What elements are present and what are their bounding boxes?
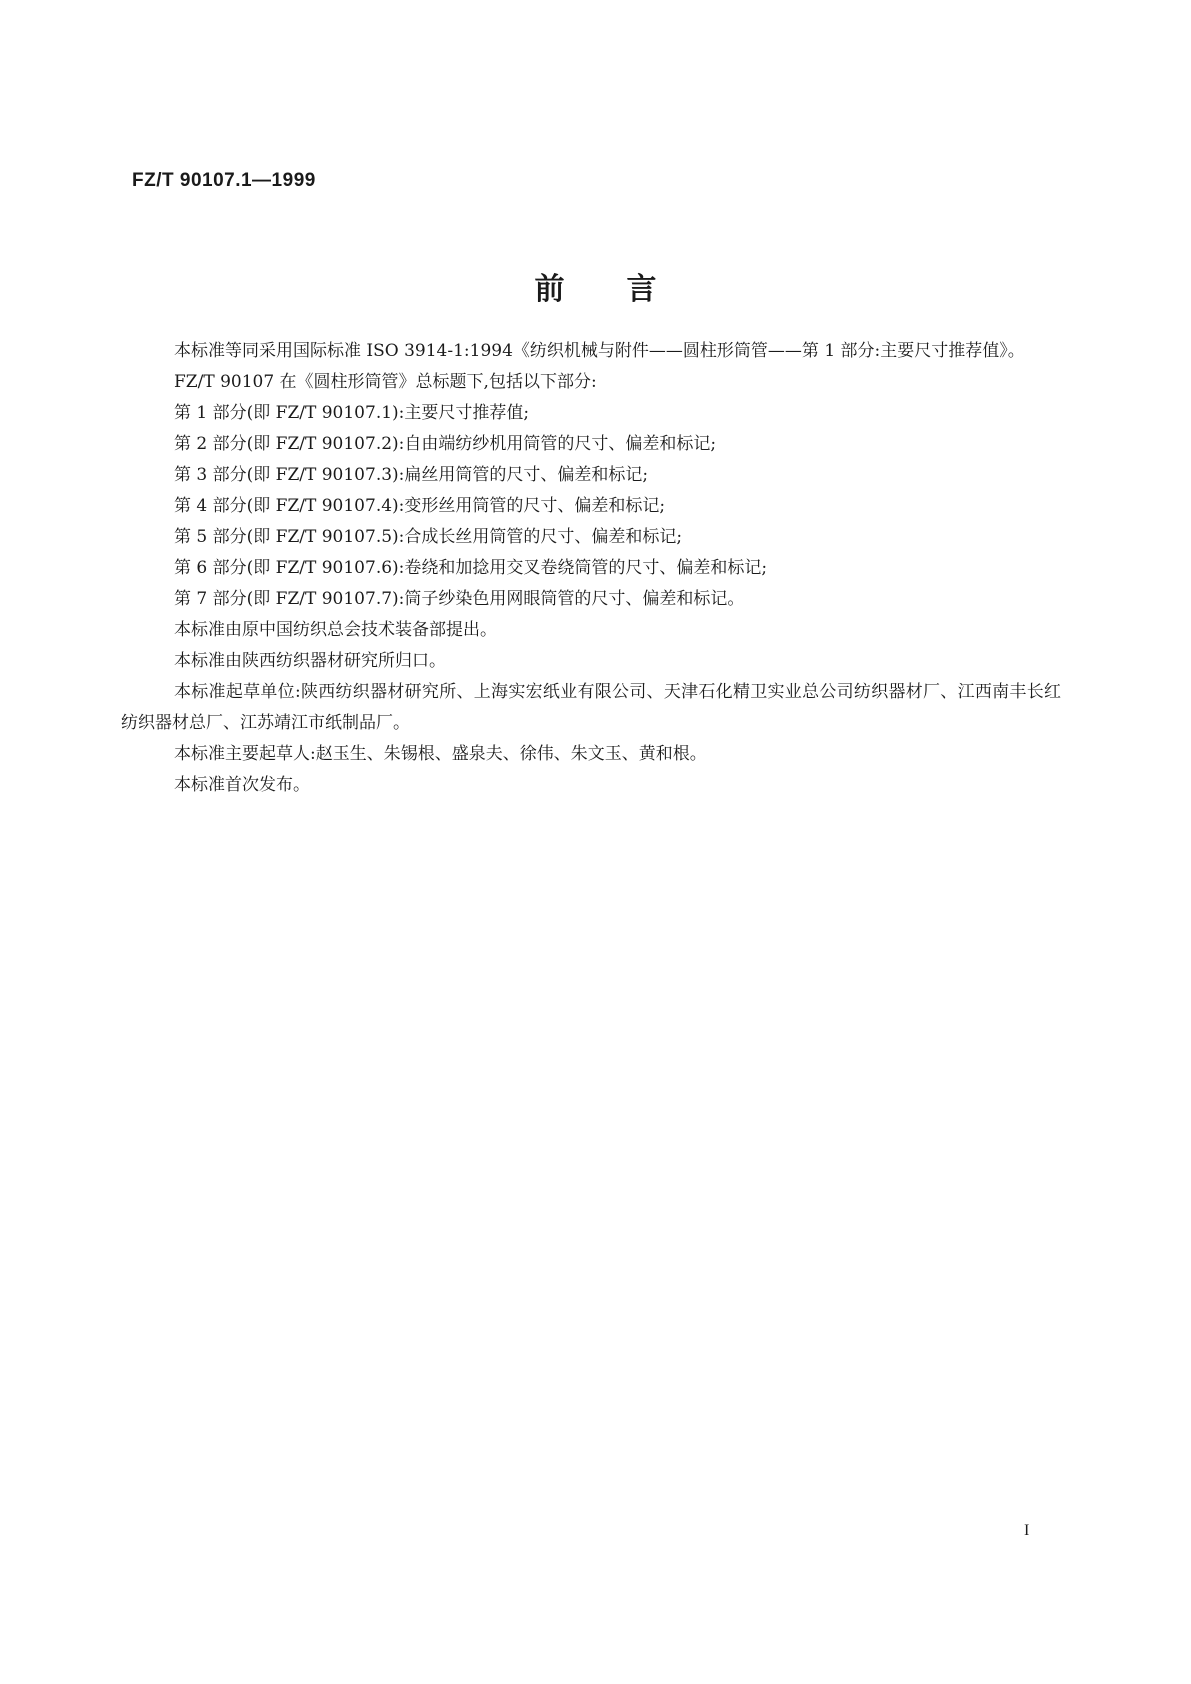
paragraph-part-2: 第 2 部分(即 FZ/T 90107.2):自由端纺纱机用筒管的尺寸、偏差和标记;	[174, 434, 717, 454]
paragraph-first-release: 本标准首次发布。	[174, 775, 310, 795]
paragraph-drafters: 本标准主要起草人:赵玉生、朱锡根、盛泉夫、徐伟、朱文玉、黄和根。	[174, 744, 707, 764]
paragraph-part-7: 第 7 部分(即 FZ/T 90107.7):筒子纱染色用网眼筒管的尺寸、偏差和标记。	[174, 589, 745, 609]
paragraph-adoption: 本标准等同采用国际标准 ISO 3914-1:1994《纺织机械与附件——圆柱形筒管——第 1 部分:主要尺寸推荐值》。	[174, 341, 1025, 361]
standard-code: FZ/T 90107.1—1999	[132, 170, 316, 191]
paragraph-drafting-units: 本标准起草单位:陕西纺织器材研究所、上海实宏纸业有限公司、天津石化精卫实业总公司纺织器材厂、江西南丰长红纺织器材总厂、江苏靖江市纸制品厂。	[121, 682, 1061, 733]
paragraph-part-3: 第 3 部分(即 FZ/T 90107.3):扁丝用筒管的尺寸、偏差和标记;	[174, 465, 649, 485]
page-number: I	[1024, 1522, 1030, 1539]
paragraph-part-1: 第 1 部分(即 FZ/T 90107.1):主要尺寸推荐值;	[174, 403, 530, 423]
paragraph-part-4: 第 4 部分(即 FZ/T 90107.4):变形丝用筒管的尺寸、偏差和标记;	[174, 496, 666, 516]
foreword-body	[121, 336, 1061, 801]
paragraph-parts-intro: FZ/T 90107 在《圆柱形筒管》总标题下,包括以下部分:	[174, 372, 597, 392]
page-title: 前言	[534, 272, 719, 307]
paragraph-part-6: 第 6 部分(即 FZ/T 90107.6):卷绕和加捻用交叉卷绕筒管的尺寸、偏差和标记;	[174, 558, 768, 578]
paragraph-proposed-by: 本标准由原中国纺织总会技术装备部提出。	[174, 620, 497, 640]
paragraph-centralized-by: 本标准由陕西纺织器材研究所归口。	[174, 651, 446, 671]
paragraph-part-5: 第 5 部分(即 FZ/T 90107.5):合成长丝用筒管的尺寸、偏差和标记;	[174, 527, 683, 547]
